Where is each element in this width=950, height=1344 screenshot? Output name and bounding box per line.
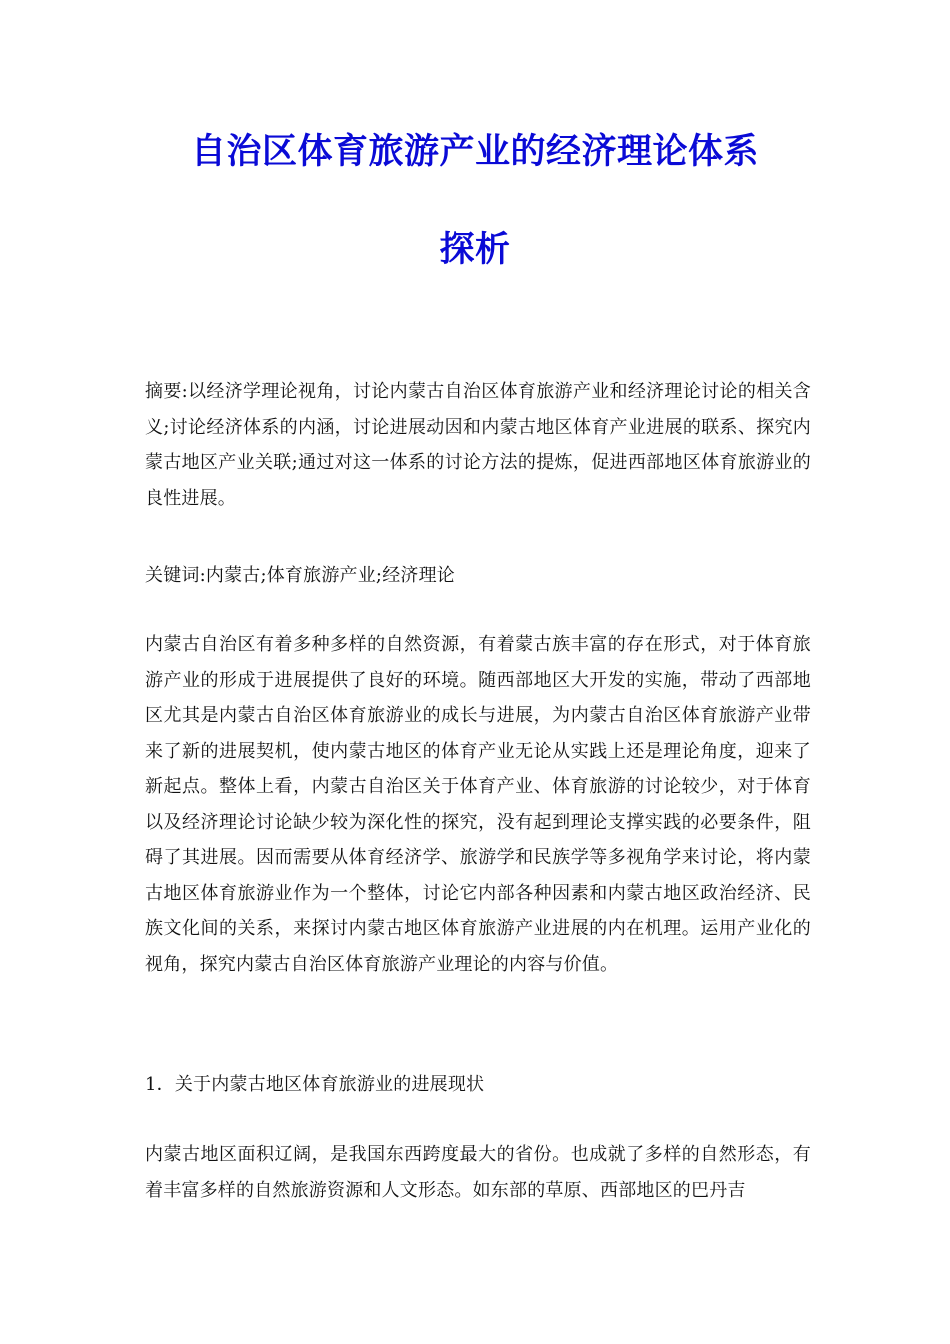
keywords-line: 关键词:内蒙古;体育旅游产业;经济理论 — [145, 565, 455, 586]
document-title-line-1: 自治区体育旅游产业的经济理论体系 — [190, 132, 759, 172]
section-1-heading: 1．关于内蒙古地区体育旅游业的进展现状 — [145, 1074, 485, 1095]
section-1-paragraph: 内蒙古地区面积辽阔，是我国东西跨度最大的省份。也成就了多样的自然形态，有着丰富多样的自然旅游资源和人文形态。如东部的草原、西部地区的巴丹吉 — [145, 1144, 811, 1201]
intro-paragraph: 内蒙古自治区有着多种多样的自然资源，有着蒙古族丰富的存在形式，对于体育旅游产业的形成于进展提供了良好的环境。随西部地区大开发的实施，带动了西部地区尤其是内蒙古自治区体育旅游业的成长与进展，为内蒙古自治区体育旅游产业带来了新的进展契机，使内蒙古地区的体育产业无论从实践上还是理论角度，迎来了新起点。整体上看，内蒙古自治区关于体育产业、体育旅游的讨论较少，对于体育以及经济理论讨论缺少较为深化性的探究，没有起到理论支撑实践的必要条件，阻碍了其进展。因而需要从体育经济学、旅游学和民族学等多视角学来讨论，将内蒙古地区体育旅游业作为一个整体，讨论它内部各种因素和内蒙古地区政治经济、民族文化间的关系，来探讨内蒙古地区体育旅游产业进展的内在机理。运用产业化的视角，探究内蒙古自治区体育旅游产业理论的内容与价值。 — [145, 634, 811, 975]
document-title-line-2: 探析 — [439, 230, 511, 270]
abstract-paragraph: 摘要:以经济学理论视角，讨论内蒙古自治区体育旅游产业和经济理论讨论的相关含义;讨论经济体系的内涵，讨论进展动因和内蒙古地区体育产业进展的联系、探究内蒙古地区产业关联;通过对这一体系的讨论方法的提炼，促进西部地区体育旅游业的良性进展。 — [145, 381, 811, 509]
